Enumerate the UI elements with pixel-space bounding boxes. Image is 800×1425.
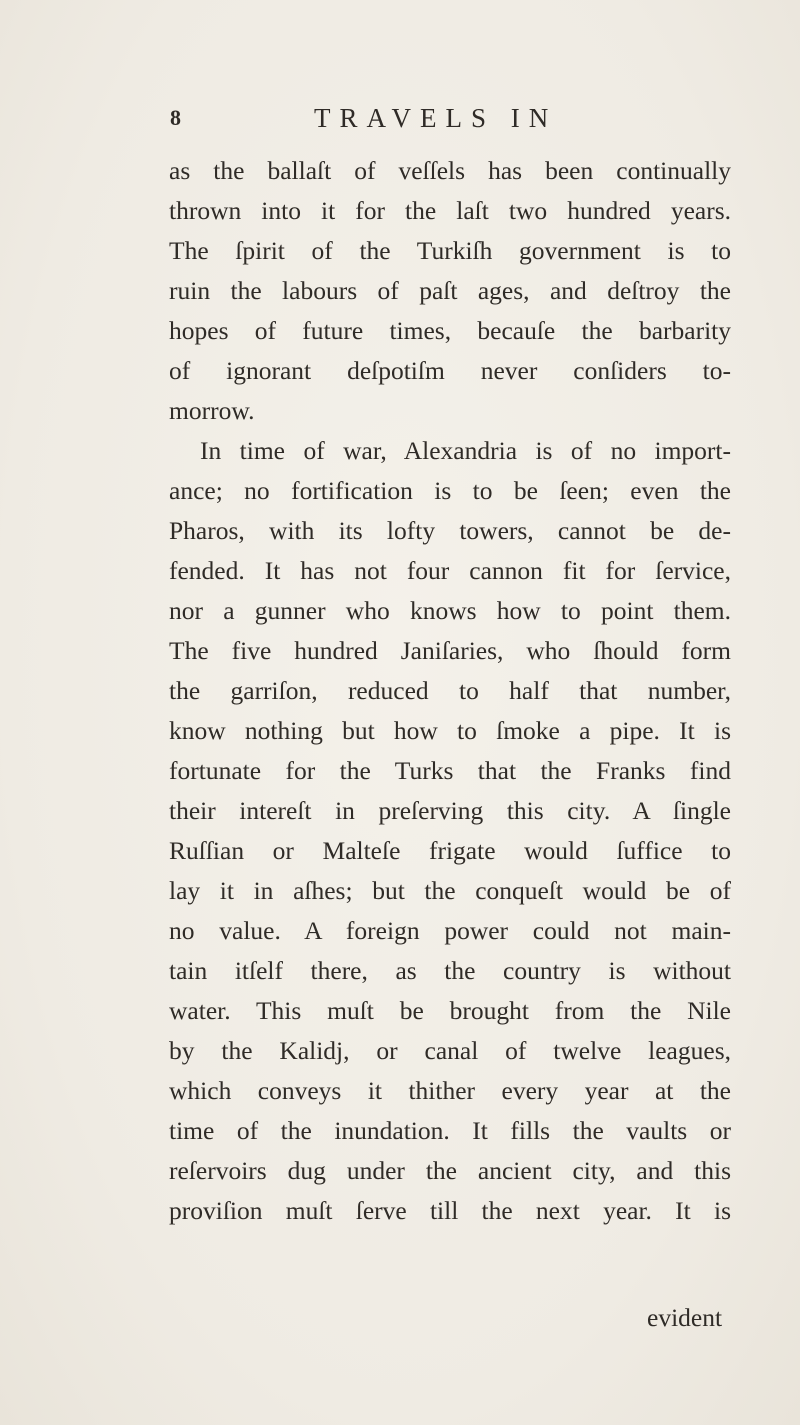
text-line: Ruſſian or Malteſe frigate would ſuffice to xyxy=(169,836,731,865)
text-line: no value. A foreign power could not main- xyxy=(169,916,731,945)
text-line: In time of war, Alexandria is of no import- xyxy=(200,436,731,465)
text-line: as the ballaſt of veſſels has been continually xyxy=(169,156,731,185)
text-line: ance; no fortification is to be ſeen; even the xyxy=(169,476,731,505)
text-line: fended. It has not four cannon fit for ſervice, xyxy=(169,556,731,585)
text-line: Pharos, with its lofty towers, cannot be de- xyxy=(169,516,731,545)
text-line: reſervoirs dug under the ancient city, and this xyxy=(169,1156,731,1185)
text-line: know nothing but how to ſmoke a pipe. It is xyxy=(169,716,731,745)
text-line: of ignorant deſpotiſm never conſiders to- xyxy=(169,356,731,385)
page-number: 8 xyxy=(170,105,181,130)
text-line: morrow. xyxy=(169,396,255,425)
text-line: tain itſelf there, as the country is without xyxy=(169,956,731,985)
text-line: thrown into it for the laſt two hundred years. xyxy=(169,196,731,225)
text-line: fortunate for the Turks that the Franks find xyxy=(169,756,731,785)
text-line: The ſpirit of the Turkiſh government is to xyxy=(169,236,731,265)
text-line: The five hundred Janiſaries, who ſhould form xyxy=(169,636,731,665)
text-line: water. This muſt be brought from the Nile xyxy=(169,996,731,1025)
text-line: ruin the labours of paſt ages, and deſtroy the xyxy=(169,276,731,305)
page-header xyxy=(170,98,730,138)
text-line: by the Kalidj, or canal of twelve leagues, xyxy=(169,1036,731,1065)
text-line: lay it in aſhes; but the conqueſt would be of xyxy=(169,876,731,905)
text-line: which conveys it thither every year at the xyxy=(169,1076,731,1105)
catchword: evident xyxy=(647,1303,723,1332)
text-line: nor a gunner who knows how to point them. xyxy=(169,596,731,625)
running-head: TRAVELS IN xyxy=(314,103,558,133)
text-line: proviſion muſt ſerve till the next year. It is xyxy=(169,1196,731,1225)
text-line: time of the inundation. It fills the vaults or xyxy=(169,1116,731,1145)
text-line: their intereſt in preſerving this city. A ſingle xyxy=(169,796,731,825)
text-line: the garriſon, reduced to half that number, xyxy=(169,676,731,705)
text-line: hopes of future times, becauſe the barbarity xyxy=(169,316,731,345)
